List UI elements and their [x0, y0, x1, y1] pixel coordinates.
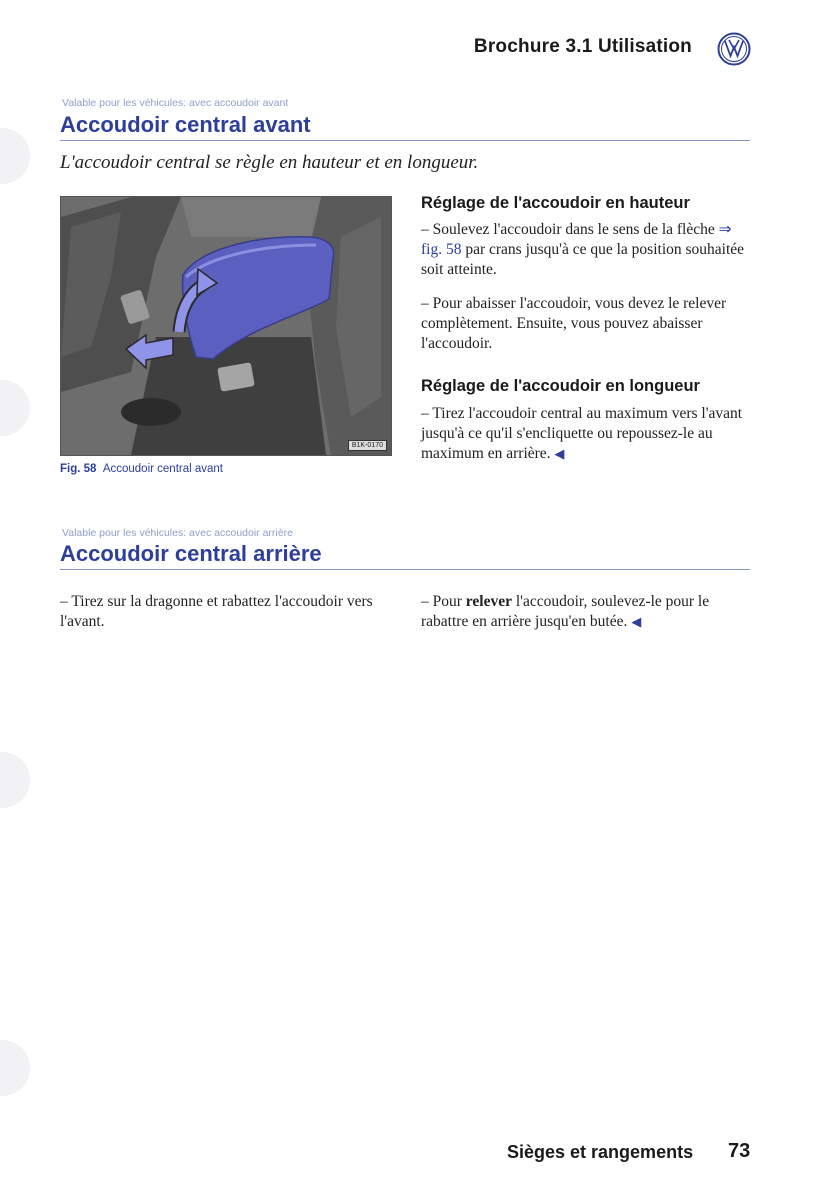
length-paragraph [421, 404, 753, 464]
punch-hole [0, 1040, 30, 1096]
vw-logo-icon [717, 32, 751, 66]
section-lead: L'accoudoir central se règle en hauteur et en longueur. [60, 152, 479, 173]
armrest-figure [60, 196, 392, 456]
section-title-rear: Accoudoir central arrière [60, 541, 322, 566]
section-rule [60, 140, 750, 141]
figure-caption [60, 463, 223, 475]
height-paragraph-1-text: – Soulevez l'accoudoir dans le sens de la flèche [421, 221, 719, 238]
length-heading: Réglage de l'accoudoir en longueur [421, 377, 700, 395]
height-paragraph-1-text-end: par crans jusqu'à ce que la position souhaitée soit atteinte. [421, 241, 745, 278]
height-heading: Réglage de l'accoudoir en hauteur [421, 194, 690, 212]
validity-note-rear: Valable pour les véhicules: avec accoudoir arrière [62, 527, 293, 539]
figure-caption-text: Accoudoir central avant [102, 463, 224, 475]
page-number: 73 [728, 1140, 751, 1162]
rear-right-text-bold: relever [465, 593, 512, 610]
rear-right-text-start: – Pour [421, 593, 466, 610]
figure-reference-link[interactable]: ⇒ fig. 58 [421, 221, 732, 258]
height-paragraph-2: – Pour abaisser l'accoudoir, vous devez le relever complètement. Ensuite, vous pouvez abaisser l'accoudoir. [421, 295, 727, 352]
end-marker-icon: ◀ [554, 446, 565, 461]
punch-hole [0, 380, 30, 436]
height-paragraph-1 [421, 220, 751, 280]
armrest-illustration [61, 197, 391, 455]
rear-right-text-end: l'accoudoir, soulevez-le pour le rabattre en arrière jusqu'en butée. [421, 593, 710, 630]
figure-caption-label: Fig. 58 [60, 463, 97, 475]
end-marker-icon: ◀ [631, 614, 642, 629]
figure-code: B1K-0170 [348, 440, 387, 451]
length-paragraph-text: – Tirez l'accoudoir central au maximum vers l'avant jusqu'à ce qu'il s'encliquette ou repoussez-le au maximum en arrière. [421, 405, 743, 462]
validity-note: Valable pour les véhicules: avec accoudoir avant [62, 97, 289, 109]
punch-hole [0, 752, 30, 808]
section-title: Accoudoir central avant [60, 112, 311, 137]
rear-right-paragraph [421, 592, 741, 632]
footer-section-title: Sièges et rangements [507, 1142, 694, 1162]
punch-hole [0, 128, 30, 184]
header-title: Brochure 3.1 Utilisation [473, 36, 692, 57]
rear-left-paragraph: – Tirez sur la dragonne et rabattez l'accoudoir vers l'avant. [60, 593, 373, 630]
section-rule-rear [60, 569, 750, 570]
